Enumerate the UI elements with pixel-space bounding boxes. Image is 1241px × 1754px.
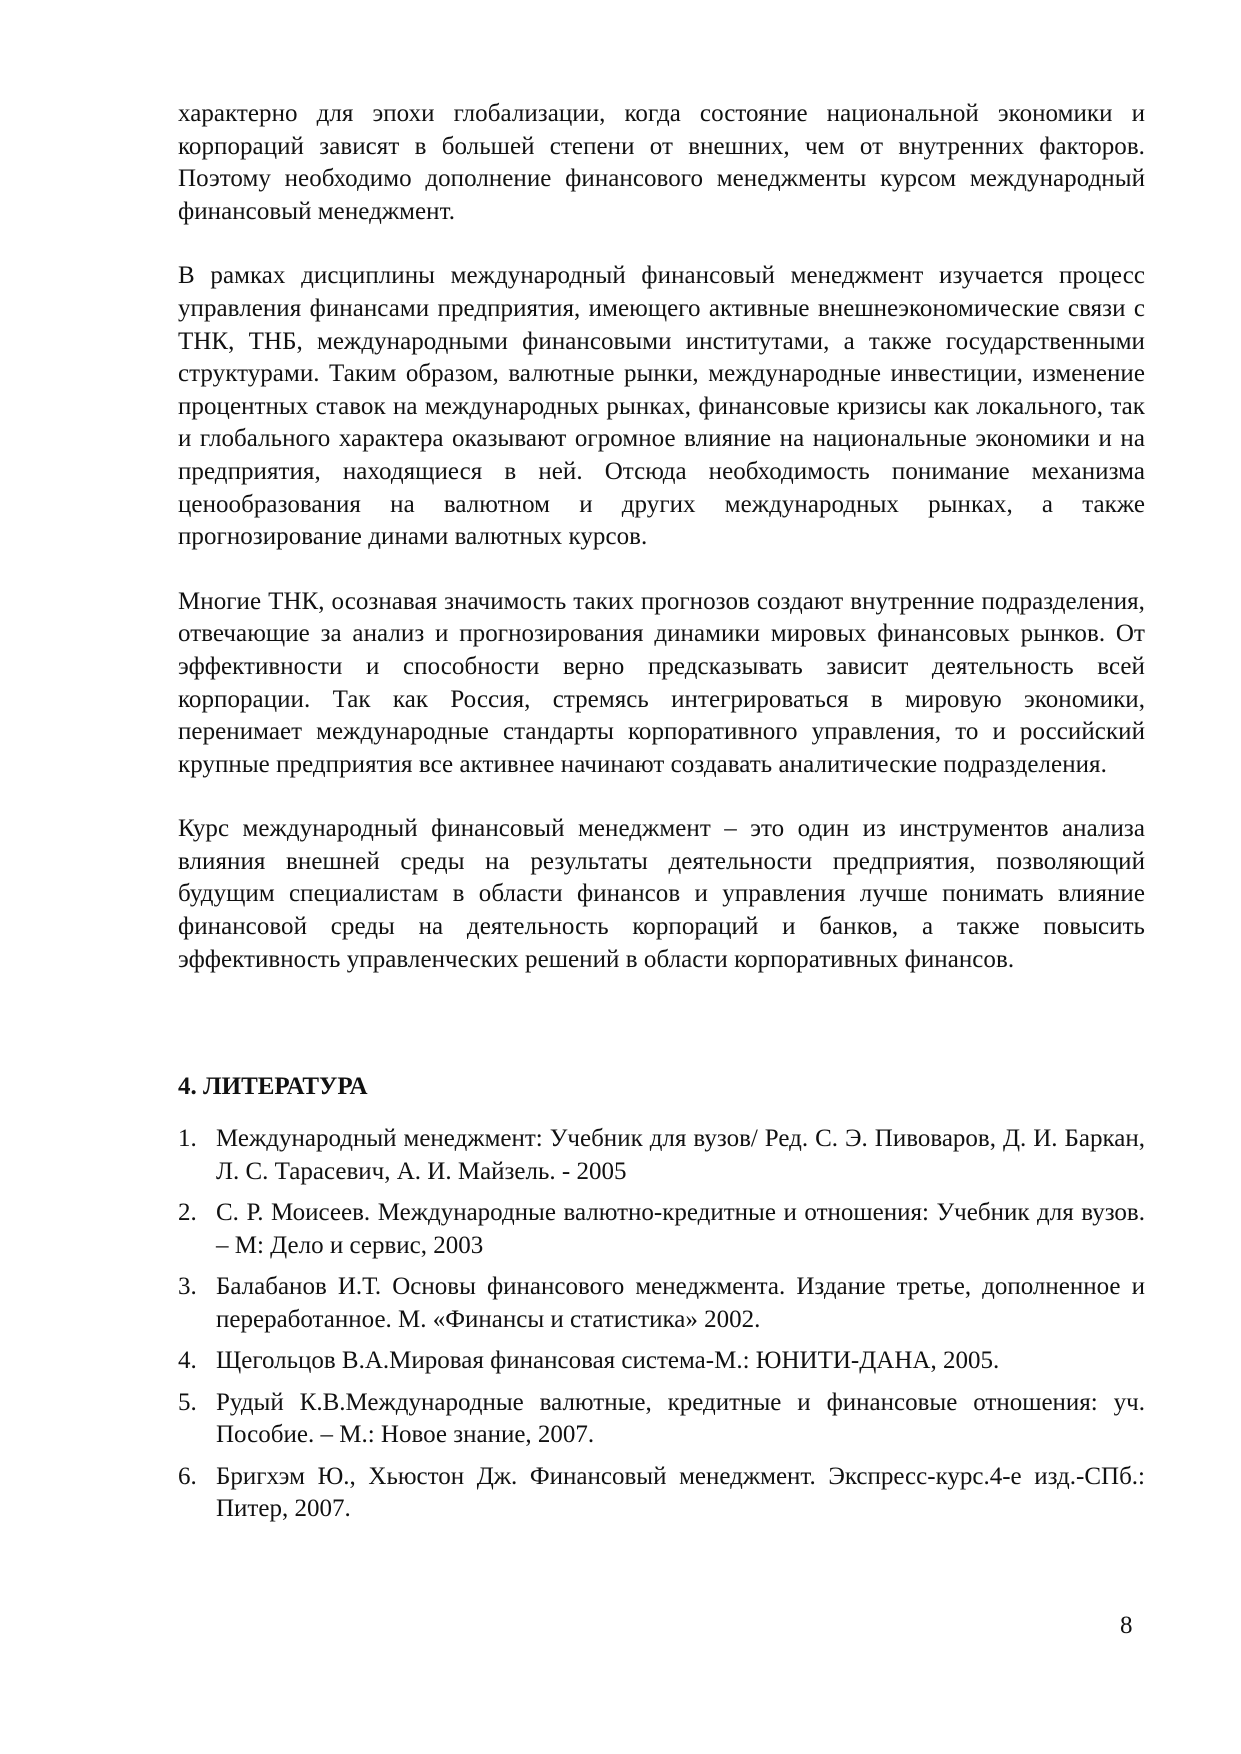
page-number: 8 — [1120, 1612, 1133, 1639]
literature-item-text: Международный менеджмент: Учебник для вузов/ Ред. С. Э. Пивоваров, Д. И. Баркан, Л. С. Тарасевич, А. И. Майзель. - 2005 — [216, 1125, 1145, 1185]
literature-item-text: Щегольцов В.А.Мировая финансовая система-М.: ЮНИТИ-ДАНА, 2005. — [216, 1347, 1000, 1375]
body-paragraph-3: Многие ТНК, осознавая значимость таких прогнозов создают внутренние подразделения, отвечающие за анализ и прогнозирования динамики мировых финансовых рынков. От эффективности и способности верно предсказывать зависит деятельность всей корпорации. Так как Россия, стремясь интегрироваться в мировую экономики, перенимает международные стандарты корпоративного управления, то и российский крупные предприятия все активнее начинают создавать аналитические подразделения. — [178, 587, 1145, 778]
literature-item — [178, 1345, 1145, 1378]
body-paragraph-2: В рамках дисциплины международный финансовый менеджмент изучается процесс управления финансами предприятия, имеющего активные внешнеэкономические связи с ТНК, ТНБ, международными финансовыми институтами, а также государственными структурами. Таким образом, валютные рынки, международные инвестиции, изменение процентных ставок на международных рынках, финансовые кризисы как локального, так и глобального характера оказывают огромное влияние на национальные экономики и на предприятия, находящиеся в ней. Отсюда необходимость понимание механизма ценообразования на валютном и других международных рынках, а также прогнозирование динами валютных курсов. — [178, 262, 1145, 551]
literature-item — [178, 1197, 1145, 1262]
literature-item — [178, 1387, 1145, 1452]
literature-item — [178, 1123, 1145, 1188]
literature-item-number: 1. — [178, 1125, 197, 1153]
literature-item-number: 2. — [178, 1199, 197, 1227]
literature-item-number: 6. — [178, 1462, 197, 1490]
body-paragraph-4: Курс международный финансовый менеджмент – это один из инструментов анализа влияния внешней среды на результаты деятельности предприятия, позволяющий будущим специалистам в области финансов и управления лучше понимать влияние финансовой среды на деятельность корпораций и банков, а также повысить эффективность управленческих решений в области корпоративных финансов. — [178, 815, 1145, 973]
literature-item-number: 3. — [178, 1273, 197, 1301]
literature-item-number: 4. — [178, 1347, 197, 1375]
literature-item — [178, 1271, 1145, 1336]
literature-item-text: Рудый К.В.Международные валютные, кредитные и финансовые отношения: уч. Пособие. – М.: Новое знание, 2007. — [216, 1388, 1145, 1449]
literature-heading: 4. ЛИТЕРАТУРА — [178, 1073, 368, 1101]
literature-item-number: 5. — [178, 1388, 197, 1416]
document-page — [178, 98, 1145, 1535]
literature-item-text: С. Р. Моисеев. Международные валютно-кредитные и отношения: Учебник для вузов. – М: Дело и сервис, 2003 — [216, 1199, 1145, 1259]
body-paragraph-1: характерно для эпохи глобализации, когда состояние национальной экономики и корпораций зависят в большей степени от внешних, чем от внутренних факторов. Поэтому необходимо дополнение финансового менеджменты курсом международный финансовый менеджмент. — [178, 100, 1145, 225]
literature-item — [178, 1461, 1145, 1526]
literature-item-text: Бригхэм Ю., Хьюстон Дж. Финансовый менеджмент. Экспресс-курс.4-е изд.-СПб.: Питер, 2007. — [216, 1462, 1145, 1523]
literature-item-text: Балабанов И.Т. Основы финансового менеджмента. Издание третье, дополненное и переработанное. М. «Финансы и статистика» 2002. — [216, 1273, 1145, 1333]
literature-list — [178, 1123, 1145, 1526]
